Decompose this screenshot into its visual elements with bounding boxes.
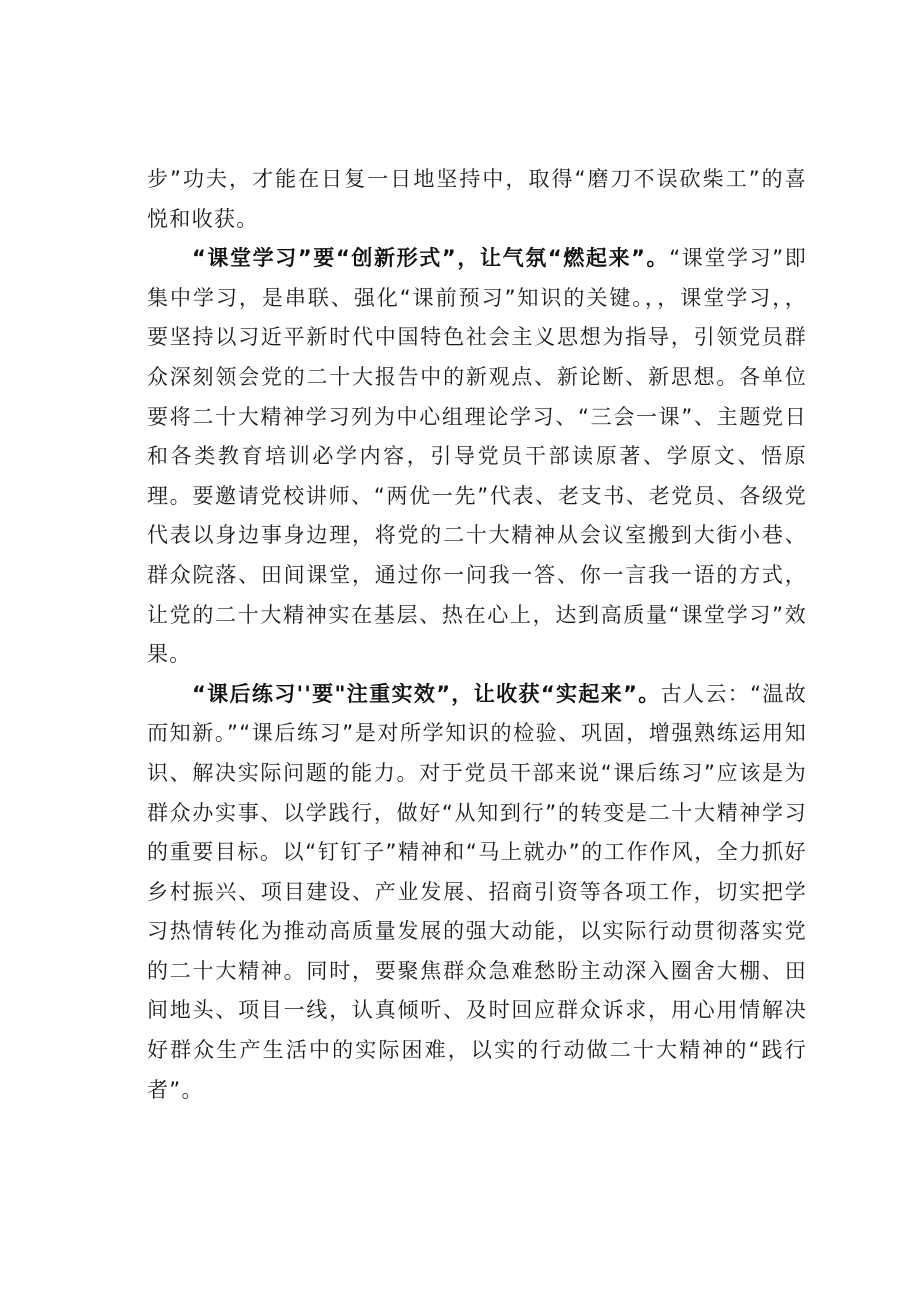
paragraph-continuation (147, 160, 807, 239)
document-body (147, 160, 807, 1110)
paragraph-heading: “课后练习''要"注重实效”，让收获“实起来”。 (192, 681, 661, 706)
paragraph-text: 古人云：“温故而知新。”“课后练习”是对所学知识的检验、巩固，增强熟练运用知识、解决实际问题的能力。对于党员干部来说“课后练习”应该是为群众办实事、以学践行，做好“从知到行”的转变是二十大精神学习的重要目标。以“钉钉子”精神和“马上就办”的工作作风，全力抓好乡村振兴、项目建设、产业发展、招商引资等各项工作，切实把学习热情转化为推动高质量发展的强大动能，以实际行动贯彻落实党的二十大精神。同时，要聚焦群众急难愁盼主动深入圈舍大棚、田间地头、项目一线，认真倾听、及时回应群众诉求，用心用情解决好群众生产生活中的实际困难，以实的行动做二十大精神的“践行者”。 (147, 681, 807, 1102)
paragraph-heading: “课堂学习”要“创新形式”，让气氛“燃起来”。 (192, 246, 670, 271)
paragraph-text: “课堂学习”即集中学习，是串联、强化“课前预习”知识的关键。，，课堂学习，，要坚持以习近平新时代中国特色社会主义思想为指导，引领党员群众深刻领会党的二十大报告中的新观点、新论断、新思想。各单位要将二十大精神学习列为中心组理论学习、“三会一课”、主题党日和各类教育培训必学内容，引导党员干部读原著、学原文、悟原理。要邀请党校讲师、“两优一先”代表、老支书、老党员、各级党代表以身边事身边理，将党的二十大精神从会议室搬到大街小巷、群众院落、田间课堂，通过你一问我一答、你一言我一语的方式，让党的二十大精神实在基层、热在心上，达到高质量“课堂学习”效果。 (147, 246, 807, 667)
paragraph-text: 步”功夫，才能在日复一日地坚持中，取得“磨刀不误砍柴工”的喜悦和收获。 (147, 167, 807, 231)
paragraph-classroom-study (147, 239, 807, 675)
paragraph-after-class-practice (147, 675, 807, 1111)
